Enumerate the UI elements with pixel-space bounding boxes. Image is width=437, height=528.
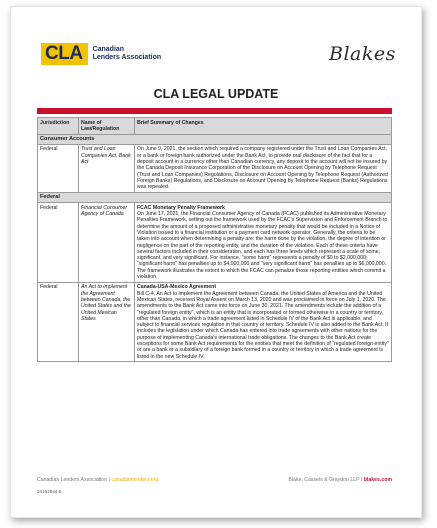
document-number: 24152844.5 bbox=[37, 489, 62, 494]
column-header-law: Name of Law/Regulation bbox=[79, 118, 135, 135]
page-footer bbox=[37, 477, 392, 483]
footer-right bbox=[288, 477, 392, 483]
footer-org: Canadian Lenders Association | bbox=[37, 477, 110, 483]
blakes-logo: Blakes bbox=[329, 43, 396, 65]
section-title: Federal bbox=[38, 192, 392, 202]
summary-title: FCAC Monetary Penalty Framework bbox=[137, 204, 225, 211]
cla-logo-mark: CLA bbox=[41, 43, 88, 65]
table-header-row bbox=[38, 118, 392, 135]
page-title: CLA LEGAL UPDATE bbox=[153, 87, 279, 101]
footer-firm: Blake, Cassels & Graydon LLP | bbox=[288, 477, 363, 483]
table-row bbox=[38, 203, 392, 283]
cla-logo-text bbox=[93, 46, 162, 62]
table-row bbox=[38, 144, 392, 192]
jurisdiction-cell: Federal bbox=[38, 203, 79, 283]
column-header-summary: Brief Summary of Changes bbox=[135, 118, 392, 135]
summary-cell bbox=[135, 203, 392, 283]
section-row-consumer-accounts bbox=[38, 134, 392, 144]
summary-cell bbox=[135, 144, 392, 192]
law-cell: Trust and Loan Companies Act, Bank Act bbox=[79, 144, 135, 192]
law-cell: Financial Consumer Agency of Canada bbox=[79, 203, 135, 283]
summary-title: Canada-USA-Mexico Agreement bbox=[137, 284, 217, 291]
legal-update-table bbox=[37, 117, 392, 362]
summary-cell bbox=[135, 282, 392, 362]
header-divider bbox=[37, 108, 392, 114]
footer-cla-link[interactable]: canadianlenders.org bbox=[111, 477, 159, 483]
cla-logo-line2: Lenders Association bbox=[92, 54, 162, 61]
cla-logo bbox=[41, 43, 161, 65]
footer-blakes-link[interactable]: blakes.com bbox=[363, 477, 392, 483]
law-cell: An Act to implement the Agreement between Canada, the United States and the United Mexican States bbox=[79, 282, 135, 362]
table-row bbox=[38, 282, 392, 362]
document-page bbox=[10, 6, 422, 518]
jurisdiction-cell: Federal bbox=[38, 282, 79, 362]
jurisdiction-cell: Federal bbox=[38, 144, 79, 192]
section-title: Consumer Accounts bbox=[38, 134, 392, 144]
summary-text: On June 9, 2021, the section which required a company registered under the Trust and Loan Companies Act, or a bank or foreign bank authorized under the Bank Act, to provide oral disclosure of the fact that for a deposit account in a currency other than Canadian currency, any deposit to the account will not be insured by the Canada Deposit Insurance Corporation of the Disclosure on Account Opening by Telephone Request (Trust and Loan Companies) Regulations, Disclosure on Account Opening by Telephone Request (Authorized Foreign Banks) Regulations, and Disclosure on Account Opening by Telephone Request (Banks) Regulations was repealed. bbox=[137, 146, 388, 191]
column-header-jurisdiction: Jurisdiction bbox=[38, 118, 79, 135]
cla-logo-line1: Canadian bbox=[92, 46, 125, 53]
summary-text: Bill C-4, An Act to implement the Agreement between Canada, the United States of America and the United Mexican States, received Royal Assent on March 13, 2020 and was proclaimed in force on July 1, 2020. The amendments to the Bank Act came into force on June 30, 2021. The amendments include the addition of a "regulated foreign entity", which is an entity that is incorporated or formed otherwise in a country or territory, other than Canada, in which a trade agreement listed in Schedule IV of the Bank Act is applicable, and subject to financial services regulation in that country or territory. Schedule IV is also added to the Bank Act. It includes the legislation under which Canada has entered into trade agreements with other nations for the purpose of implementing Canada's international trade obligations. The changes to the Bank Act create exceptions for some Bank Act requirements for the entities that meet the definition of "regulated foreign entity" or are a bank or a subsidiary of a foreign bank formed in a country or territory in which a trade agreement is listed in the new Schedule IV. bbox=[137, 290, 389, 360]
footer-left bbox=[37, 477, 158, 483]
section-row-federal bbox=[38, 192, 392, 202]
summary-text: On June 17, 2021, the Financial Consumer Agency of Canada (FCAC) published its Administrative Monetary Penalties Framework, setting out the framework used by the FCAC's Supervision and Enforcement Branch to determine the amount of a proposed administrative monetary penalty that would be included in a Notice of Violation issued to a financial institution or a payment card network operator. Generally, the criteria to be taken into account when determining a penalty are: the harm done by the violation, the degree of intention or negligence on the part of the reporting entity, and the duration of the violation. Each of these criteria have several factors included in their consideration, and each has three levels which represent a scale of some, significant, and very significant. For instance, "some harm" represents a penalty of $0 to $2,000,000; "significant harm" has penalties up to $4,000,000 and "very significant harm" has penalties up to $6,000,000. The framework illustrates the extent to which the FCAC can penalize those reporting entities which commit a violation. bbox=[137, 211, 388, 281]
